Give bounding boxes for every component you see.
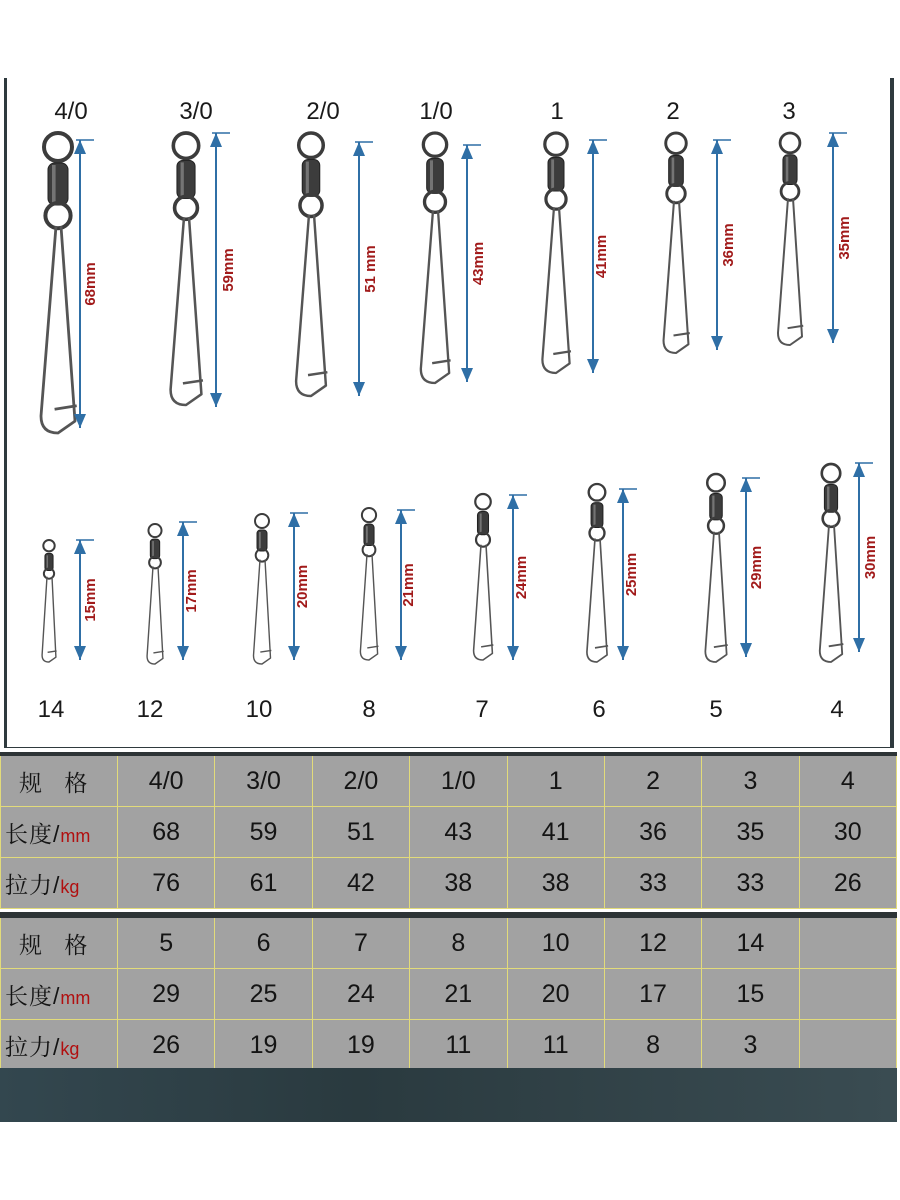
swivel-barrel-highlight xyxy=(366,526,368,543)
length-label: 36mm xyxy=(720,223,737,267)
swivel-top-eye xyxy=(475,494,490,509)
swivel-top-eye xyxy=(299,133,324,158)
swivel-snap xyxy=(542,207,569,373)
swivel-barrel xyxy=(824,484,837,512)
size-label: 8 xyxy=(362,696,376,723)
table-cell: 4/0 xyxy=(118,754,215,807)
row-label-size: 规 格 xyxy=(1,915,118,969)
swivel-barrel-highlight xyxy=(181,162,184,196)
table-cell: 12 xyxy=(604,915,701,969)
table-cell: 29 xyxy=(118,969,215,1020)
swivel-size-illustration xyxy=(3,0,900,760)
table-cell: 26 xyxy=(799,858,896,909)
table-row-size xyxy=(1,754,897,807)
table-cell: 25 xyxy=(215,969,312,1020)
dimension-arrowhead-bottom xyxy=(711,336,723,350)
swivel-top-eye xyxy=(423,133,446,156)
size-label: 4/0 xyxy=(54,98,88,125)
swivel-item-top-4 xyxy=(542,98,610,373)
dimension-arrowhead-top xyxy=(827,133,839,147)
swivel-item-top-2 xyxy=(296,98,379,396)
swivel-barrel-highlight xyxy=(480,513,482,532)
table-cell: 42 xyxy=(312,858,409,909)
dimension-arrowhead-top xyxy=(740,478,752,492)
dimension-arrowhead-bottom xyxy=(177,646,189,660)
size-label: 6 xyxy=(592,696,606,723)
table-cell: 21 xyxy=(410,969,507,1020)
dimension-arrowhead-top xyxy=(711,140,723,154)
table-row-force xyxy=(1,1020,897,1071)
swivel-item-bottom-4 xyxy=(474,494,530,723)
size-label: 4 xyxy=(830,696,844,723)
dimension-arrowhead-bottom xyxy=(461,368,473,382)
swivel-barrel-highlight xyxy=(551,159,554,189)
table-cell: 5 xyxy=(118,915,215,969)
swivel-item-bottom-0 xyxy=(38,540,99,723)
swivel-top-eye xyxy=(780,133,800,153)
dimension-arrowhead-bottom xyxy=(617,646,629,660)
size-label: 2/0 xyxy=(306,98,340,125)
table-cell: 4 xyxy=(799,754,896,807)
table-cell: 1 xyxy=(507,754,604,807)
swivel-snap xyxy=(778,198,802,345)
table-cell: 24 xyxy=(312,969,409,1020)
swivel-lower-ring xyxy=(781,182,799,200)
spec-table-2 xyxy=(0,912,897,1071)
swivel-item-bottom-5 xyxy=(587,484,640,723)
swivel-lower-ring xyxy=(175,196,198,219)
row-label-length xyxy=(1,969,118,1020)
swivel-barrel-highlight xyxy=(672,158,675,185)
swivel-barrel-highlight xyxy=(712,496,714,518)
swivel-barrel xyxy=(364,524,374,545)
dimension-arrowhead-bottom xyxy=(853,638,865,652)
length-unit: mm xyxy=(60,987,91,1008)
table-cell xyxy=(799,1020,896,1071)
size-label: 1 xyxy=(550,98,564,125)
dimension-arrowhead-bottom xyxy=(740,643,752,657)
swivel-lower-ring xyxy=(546,189,566,209)
dimension-arrowhead-bottom xyxy=(210,393,222,407)
swivel-item-top-6 xyxy=(778,98,853,345)
size-label: 14 xyxy=(37,696,65,723)
swivel-top-eye xyxy=(707,474,725,492)
swivel-barrel-highlight xyxy=(52,165,56,203)
row-label-force xyxy=(1,858,118,909)
table-row-length xyxy=(1,969,897,1020)
dimension-arrowhead-top xyxy=(177,522,189,536)
swivel-item-top-0 xyxy=(41,98,99,433)
size-label: 3/0 xyxy=(179,98,213,125)
swivel-item-bottom-2 xyxy=(246,513,311,723)
swivel-snap xyxy=(360,554,377,660)
table-cell: 11 xyxy=(410,1020,507,1071)
swivel-top-eye xyxy=(255,514,269,528)
swivel-barrel-highlight xyxy=(47,555,48,568)
table-cell: 36 xyxy=(604,807,701,858)
swivel-item-bottom-1 xyxy=(137,522,200,723)
swivel-barrel-highlight xyxy=(430,160,433,191)
length-label-text: 长度/ xyxy=(5,982,61,1009)
swivel-barrel xyxy=(477,511,488,534)
swivel-lower-ring xyxy=(45,203,70,228)
table-cell: 33 xyxy=(604,858,701,909)
swivel-barrel-highlight xyxy=(306,162,309,195)
table-cell: 3 xyxy=(702,1020,799,1071)
swivel-snap xyxy=(587,538,607,662)
swivel-snap xyxy=(171,217,202,405)
table-cell: 15 xyxy=(702,969,799,1020)
length-label: 59mm xyxy=(220,248,237,292)
swivel-item-bottom-6 xyxy=(705,474,765,723)
swivel-item-top-3 xyxy=(419,98,487,383)
length-label: 68mm xyxy=(82,262,99,306)
length-label: 24mm xyxy=(513,555,530,600)
dimension-arrowhead-bottom xyxy=(827,329,839,343)
force-label-text: 拉力/ xyxy=(5,871,61,898)
table-cell: 3/0 xyxy=(215,754,312,807)
dimension-arrowhead-bottom xyxy=(507,646,519,660)
row-label-length xyxy=(1,807,118,858)
table-cell: 68 xyxy=(118,807,215,858)
swivel-lower-ring xyxy=(300,194,322,216)
table-cell: 11 xyxy=(507,1020,604,1071)
table-cell: 2/0 xyxy=(312,754,409,807)
table-cell: 17 xyxy=(604,969,701,1020)
dimension-arrowhead-bottom xyxy=(353,382,365,396)
dimension-arrowhead-top xyxy=(353,142,365,156)
swivel-snap xyxy=(664,201,689,353)
length-label: 15mm xyxy=(82,578,99,622)
length-label: 30mm xyxy=(862,535,879,580)
table-cell: 8 xyxy=(604,1020,701,1071)
swivel-barrel xyxy=(669,156,684,187)
table-row-length xyxy=(1,807,897,858)
table-cell: 33 xyxy=(702,858,799,909)
table-cell: 41 xyxy=(507,807,604,858)
table-cell: 19 xyxy=(312,1020,409,1071)
size-label: 7 xyxy=(475,696,489,723)
swivel-barrel xyxy=(548,157,564,191)
swivel-top-eye xyxy=(666,133,687,154)
length-unit: mm xyxy=(60,825,91,846)
swivel-barrel xyxy=(783,155,797,185)
swivel-top-eye xyxy=(43,540,54,551)
swivel-snap xyxy=(254,560,271,664)
size-label: 10 xyxy=(245,696,273,723)
swivel-item-top-1 xyxy=(171,98,237,407)
dimension-arrowhead-bottom xyxy=(74,646,86,660)
dimension-arrowhead-bottom xyxy=(288,646,300,660)
dimension-arrowhead-bottom xyxy=(395,646,407,660)
dimension-arrowhead-top xyxy=(74,540,86,554)
table-cell xyxy=(799,969,896,1020)
length-label: 21mm xyxy=(400,563,417,607)
swivel-barrel-highlight xyxy=(827,486,829,510)
table-cell: 43 xyxy=(410,807,507,858)
swivel-barrel-highlight xyxy=(593,505,595,526)
table-cell: 76 xyxy=(118,858,215,909)
size-label: 12 xyxy=(136,696,164,723)
swivel-top-eye xyxy=(545,133,567,155)
swivel-barrel xyxy=(591,503,603,528)
swivel-item-top-5 xyxy=(664,98,737,353)
swivel-top-eye xyxy=(44,133,72,161)
table-cell: 19 xyxy=(215,1020,312,1071)
dimension-arrowhead-top xyxy=(617,489,629,503)
table-cell: 10 xyxy=(507,915,604,969)
table-cell: 35 xyxy=(702,807,799,858)
swivel-snap xyxy=(42,577,56,662)
length-label: 51 mm xyxy=(362,245,379,293)
swivel-barrel xyxy=(302,160,320,197)
length-label: 35mm xyxy=(836,216,853,260)
dimension-arrowhead-top xyxy=(288,513,300,527)
swivel-barrel xyxy=(48,163,68,205)
dimension-arrowhead-top xyxy=(853,463,865,477)
bottom-decorative-band xyxy=(0,1068,897,1122)
dimension-arrowhead-bottom xyxy=(587,359,599,373)
dimension-arrowhead-top xyxy=(210,133,222,147)
dimension-arrowhead-top xyxy=(461,145,473,159)
length-label: 20mm xyxy=(294,564,311,609)
table-cell: 38 xyxy=(410,858,507,909)
table-cell: 20 xyxy=(507,969,604,1020)
swivel-barrel xyxy=(257,530,267,551)
table-cell: 38 xyxy=(507,858,604,909)
length-label: 43mm xyxy=(470,241,487,286)
table-cell: 8 xyxy=(410,915,507,969)
swivel-snap-photo-panel xyxy=(4,78,894,748)
swivel-snap xyxy=(474,545,493,660)
table-cell xyxy=(799,915,896,969)
table-cell: 3 xyxy=(702,754,799,807)
table-row-size xyxy=(1,915,897,969)
swivel-snap xyxy=(296,214,326,396)
swivel-top-eye xyxy=(589,484,606,501)
swivel-top-eye xyxy=(362,508,376,522)
size-label: 1/0 xyxy=(419,98,453,125)
size-label: 5 xyxy=(709,696,723,723)
length-label-text: 长度/ xyxy=(5,820,61,847)
table-cell: 6 xyxy=(215,915,312,969)
length-label: 25mm xyxy=(623,552,640,597)
swivel-snap xyxy=(705,532,726,662)
swivel-item-bottom-7 xyxy=(820,463,879,723)
table-cell: 14 xyxy=(702,915,799,969)
table-cell: 59 xyxy=(215,807,312,858)
swivel-barrel xyxy=(427,158,444,193)
table-cell: 2 xyxy=(604,754,701,807)
row-label-size: 规 格 xyxy=(1,754,118,807)
force-unit: kg xyxy=(60,1038,80,1059)
table-cell: 7 xyxy=(312,915,409,969)
table-cell: 51 xyxy=(312,807,409,858)
length-label: 29mm xyxy=(748,545,765,590)
swivel-top-eye xyxy=(173,133,198,158)
dimension-arrowhead-top xyxy=(395,510,407,524)
table-row-force xyxy=(1,858,897,909)
swivel-lower-ring xyxy=(667,184,685,202)
swivel-barrel xyxy=(177,160,195,198)
swivel-snap xyxy=(41,226,75,433)
swivel-item-bottom-3 xyxy=(360,508,417,723)
force-unit: kg xyxy=(60,876,80,897)
dimension-arrowhead-top xyxy=(507,495,519,509)
swivel-top-eye xyxy=(822,464,840,482)
table-cell: 26 xyxy=(118,1020,215,1071)
swivel-snap xyxy=(820,525,842,662)
swivel-barrel-highlight xyxy=(786,157,789,183)
table-cell: 1/0 xyxy=(410,754,507,807)
swivel-top-eye xyxy=(148,524,161,537)
size-label: 2 xyxy=(666,98,680,125)
length-label: 17mm xyxy=(183,569,200,613)
swivel-barrel-highlight xyxy=(259,532,261,549)
table-cell: 30 xyxy=(799,807,896,858)
table-cell: 61 xyxy=(215,858,312,909)
swivel-snap xyxy=(147,566,163,664)
row-label-force xyxy=(1,1020,118,1071)
size-label: 3 xyxy=(782,98,796,125)
spec-table-1 xyxy=(0,752,897,909)
dimension-arrowhead-top xyxy=(587,140,599,154)
swivel-barrel xyxy=(710,494,723,520)
swivel-snap xyxy=(421,210,449,383)
dimension-arrowhead-top xyxy=(74,140,86,154)
swivel-barrel-highlight xyxy=(152,541,154,557)
force-label-text: 拉力/ xyxy=(5,1033,61,1060)
length-label: 41mm xyxy=(593,234,610,279)
swivel-lower-ring xyxy=(425,191,446,212)
